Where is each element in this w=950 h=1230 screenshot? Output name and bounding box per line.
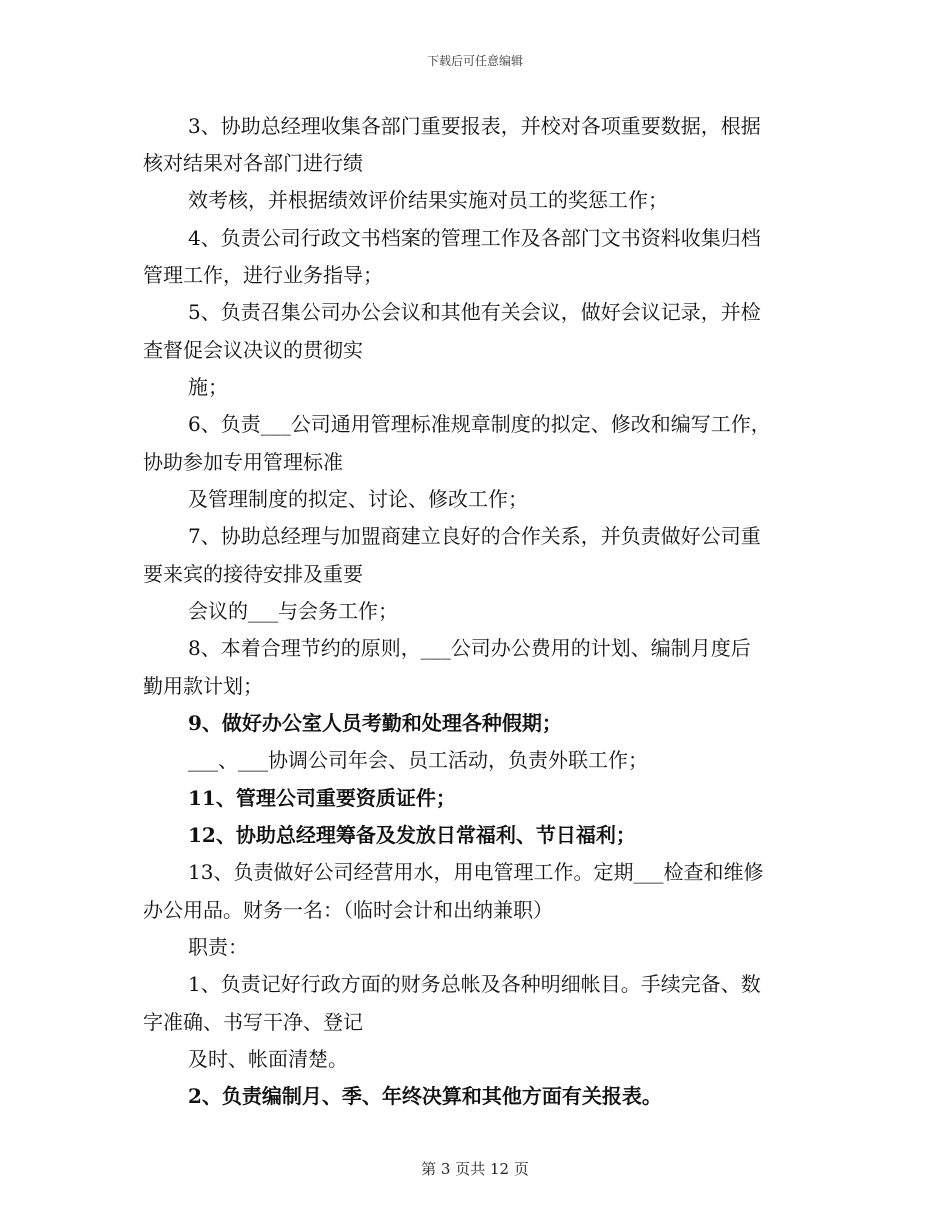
text-line: 办公用品。财务一名：（临时会计和出纳兼职） — [143, 898, 553, 922]
text-line: 查督促会议决议的贯彻实 — [143, 338, 363, 362]
page-header-note: 下载后可任意编辑 — [426, 54, 523, 68]
text-line: 及时、帐面清楚。 — [188, 1047, 348, 1071]
text-line: ___、___协调公司年会、员工活动，负责外联工作； — [188, 748, 648, 772]
text-line: 1、负责记好行政方面的财务总帐及各种明细帐目。手续完备、数 — [188, 972, 761, 996]
text-line: 5、负责召集公司办公会议和其他有关会议，做好会议记录，并检 — [188, 300, 761, 324]
text-line-bold: 11、管理公司重要资质证件； — [188, 786, 456, 810]
text-line: 会议的___与会务工作； — [188, 599, 398, 623]
text-line: 7、协助总经理与加盟商建立良好的合作关系，并负责做好公司重 — [188, 524, 761, 548]
text-line: 勤用款计划； — [143, 674, 263, 698]
text-line: 施； — [188, 375, 228, 399]
text-line: 核对结果对各部门进行绩 — [143, 151, 363, 175]
text-line: 管理工作，进行业务指导； — [143, 263, 383, 287]
text-line: 字准确、书写干净、登记 — [143, 1010, 363, 1034]
text-line-bold: 2、负责编制月、季、年终决算和其他方面有关报表。 — [188, 1084, 662, 1108]
text-line: 职责： — [188, 935, 248, 959]
text-line: 8、本着合理节约的原则，___公司办公费用的计划、编制月度后 — [188, 636, 751, 660]
text-line: 3、协助总经理收集各部门重要报表，并校对各项重要数据，根据 — [188, 114, 761, 138]
page-number: 第 3 页共 12 页 — [421, 1160, 529, 1178]
text-line: 要来宾的接待安排及重要 — [143, 562, 363, 586]
text-line: 13、负责做好公司经营用水，用电管理工作。定期___检查和维修 — [188, 860, 764, 884]
text-line: 及管理制度的拟定、讨论、修改工作； — [188, 487, 528, 511]
text-line-bold: 12、协助总经理筹备及发放日常福利、节日福利； — [188, 823, 636, 847]
text-line: 6、负责___公司通用管理标准规章制度的拟定、修改和编写工作， — [188, 412, 771, 436]
text-line: 效考核，并根据绩效评价结果实施对员工的奖惩工作； — [188, 188, 668, 212]
text-line: 协助参加专用管理标准 — [143, 450, 343, 474]
text-line-bold: 9、做好办公室人员考勤和处理各种假期； — [188, 711, 562, 735]
text-line: 4、负责公司行政文书档案的管理工作及各部门文书资料收集归档 — [188, 226, 761, 250]
